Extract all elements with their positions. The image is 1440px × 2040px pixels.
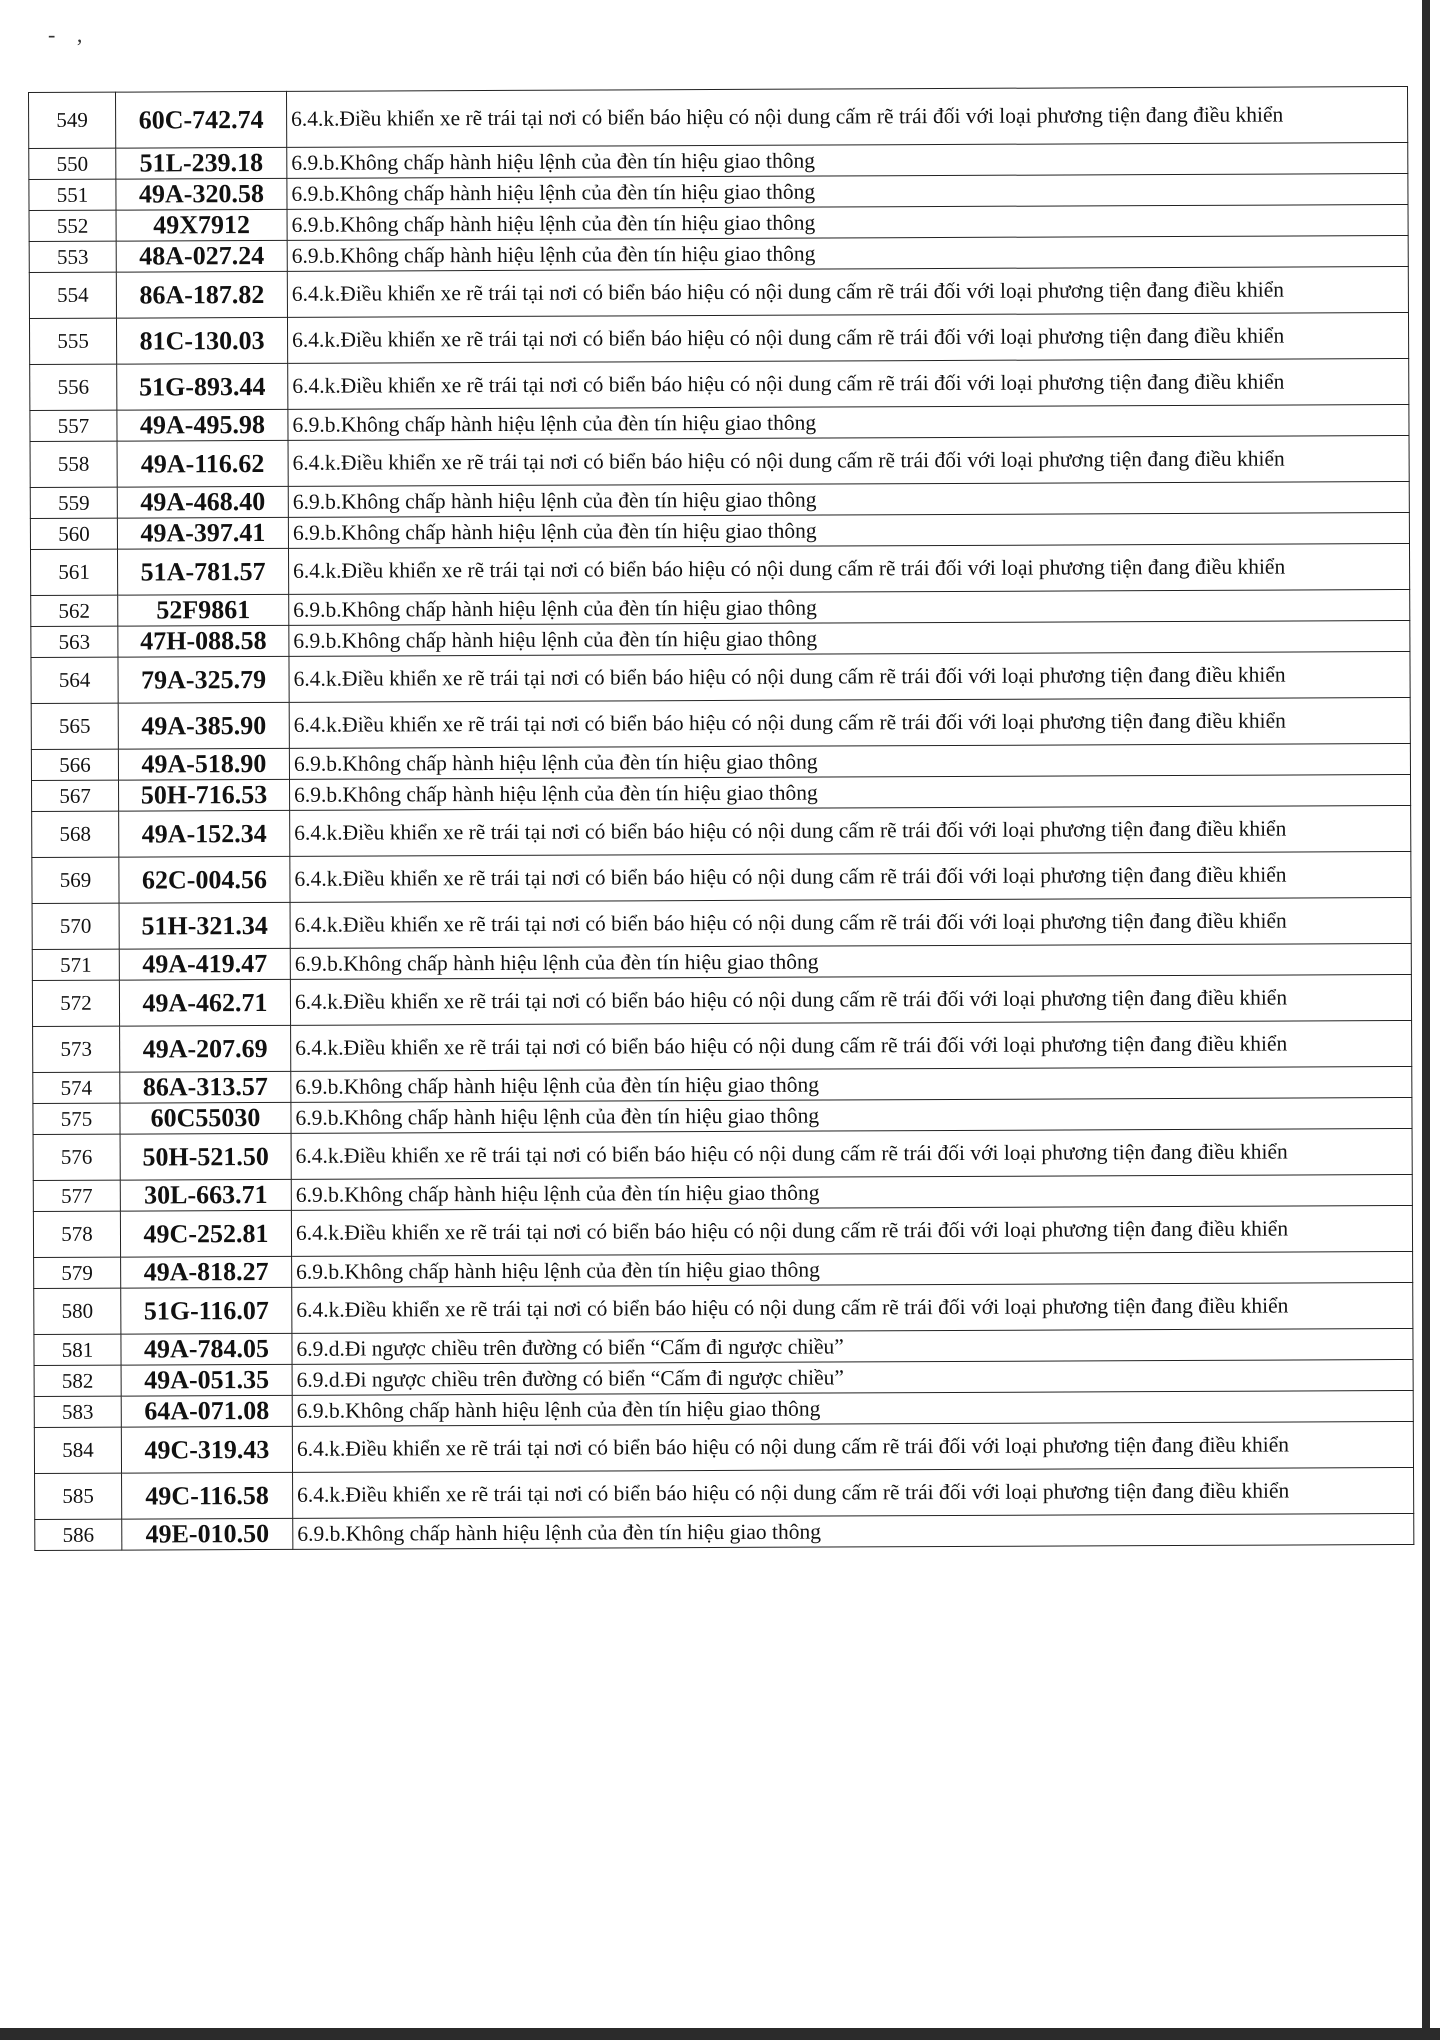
row-number: 584 [34, 1427, 121, 1473]
scan-edge-right [1422, 0, 1430, 2040]
license-plate: 49A-152.34 [119, 810, 290, 857]
violation-description: 6.4.k.Điều khiển xe rẽ trái tại nơi có biển báo hiệu có nội dung cấm rẽ trái đối với loại phương tiện đang điều khiển [288, 543, 1409, 594]
violation-description: 6.9.b.Không chấp hành hiệu lệnh của đèn tín hiệu giao thông [292, 1390, 1413, 1426]
table-row [33, 1020, 1412, 1072]
license-plate: 49C-116.58 [122, 1472, 293, 1519]
violation-description: 6.9.b.Không chấp hành hiệu lệnh của đèn tín hiệu giao thông [287, 142, 1408, 178]
row-number: 583 [34, 1396, 121, 1427]
row-number: 568 [32, 811, 119, 857]
violation-description: 6.4.k.Điều khiển xe rẽ trái tại nơi có biển báo hiệu có nội dung cấm rẽ trái đối với loại phương tiện đang điều khiển [291, 1020, 1412, 1071]
row-number: 550 [29, 148, 116, 179]
row-number: 586 [35, 1519, 122, 1550]
license-plate: 49A-518.90 [118, 748, 289, 780]
violation-description: 6.9.b.Không chấp hành hiệu lệnh của đèn tín hiệu giao thông [291, 1097, 1412, 1133]
row-number: 557 [30, 410, 117, 441]
license-plate: 49X7912 [116, 209, 287, 241]
license-plate: 49A-462.71 [119, 979, 290, 1026]
license-plate: 49A-419.47 [119, 948, 290, 980]
license-plate: 49A-784.05 [121, 1333, 292, 1365]
row-number: 563 [31, 626, 118, 657]
violation-description: 6.4.k.Điều khiển xe rẽ trái tại nơi có biển báo hiệu có nội dung cấm rẽ trái đối với loại phương tiện đang điều khiển [287, 312, 1408, 363]
row-number: 554 [29, 272, 116, 318]
table-row [35, 1467, 1414, 1519]
row-number: 556 [30, 364, 117, 410]
table-row [34, 1421, 1413, 1473]
violation-description: 6.9.b.Không chấp hành hiệu lệnh của đèn tín hiệu giao thông [287, 235, 1408, 271]
row-number: 574 [33, 1072, 120, 1103]
row-number: 585 [35, 1473, 122, 1519]
row-number: 571 [32, 949, 119, 980]
row-number: 566 [31, 749, 118, 780]
table-row [29, 266, 1408, 318]
violation-description: 6.9.b.Không chấp hành hiệu lệnh của đèn tín hiệu giao thông [288, 481, 1409, 517]
violation-description: 6.4.k.Điều khiển xe rẽ trái tại nơi có biển báo hiệu có nội dung cấm rẽ trái đối với loại phương tiện đang điều khiển [289, 697, 1410, 748]
license-plate: 49A-385.90 [118, 702, 289, 749]
license-plate: 48A-027.24 [116, 240, 287, 272]
license-plate: 51G-893.44 [117, 363, 288, 410]
table-row [30, 543, 1409, 595]
table-row [35, 1513, 1414, 1550]
row-number: 551 [29, 179, 116, 210]
license-plate: 51H-321.34 [119, 902, 290, 949]
violation-description: 6.4.k.Điều khiển xe rẽ trái tại nơi có biển báo hiệu có nội dung cấm rẽ trái đối với loại phương tiện đang điều khiển [293, 1467, 1414, 1518]
row-number: 549 [29, 92, 116, 148]
table-row [32, 974, 1411, 1026]
row-number: 573 [33, 1026, 120, 1072]
table-row [29, 312, 1408, 364]
table-row [31, 697, 1410, 749]
table-row [32, 897, 1411, 949]
table-row [32, 851, 1411, 903]
violation-description: 6.4.k.Điều khiển xe rẽ trái tại nơi có biển báo hiệu có nội dung cấm rẽ trái đối với loại phương tiện đang điều khiển [288, 435, 1409, 486]
scan-edge-bottom [0, 2028, 1440, 2040]
license-plate: 49A-818.27 [121, 1256, 292, 1288]
violation-description: 6.4.k.Điều khiển xe rẽ trái tại nơi có biển báo hiệu có nội dung cấm rẽ trái đối với loại phương tiện đang điều khiển [292, 1421, 1413, 1472]
license-plate: 49A-116.62 [117, 440, 288, 487]
row-number: 578 [33, 1211, 120, 1257]
license-plate: 30L-663.71 [120, 1179, 291, 1211]
violation-description: 6.4.k.Điều khiển xe rẽ trái tại nơi có biển báo hiệu có nội dung cấm rẽ trái đối với loại phương tiện đang điều khiển [290, 897, 1411, 948]
violation-description: 6.9.b.Không chấp hành hiệu lệnh của đèn tín hiệu giao thông [291, 1174, 1412, 1210]
license-plate: 50H-521.50 [120, 1133, 291, 1180]
row-number: 579 [34, 1257, 121, 1288]
license-plate: 79A-325.79 [118, 656, 289, 703]
violations-table-body [29, 86, 1414, 1550]
row-number: 561 [30, 549, 117, 595]
license-plate: 49A-495.98 [117, 409, 288, 441]
violation-description: 6.4.k.Điều khiển xe rẽ trái tại nơi có biển báo hiệu có nội dung cấm rẽ trái đối với loại phương tiện đang điều khiển [286, 86, 1407, 147]
violation-description: 6.9.b.Không chấp hành hiệu lệnh của đèn tín hiệu giao thông [287, 173, 1408, 209]
table-row [30, 435, 1409, 487]
license-plate: 49A-320.58 [116, 178, 287, 210]
table-row [33, 1128, 1412, 1180]
license-plate: 60C55030 [120, 1102, 291, 1134]
row-number: 580 [34, 1288, 121, 1334]
row-number: 552 [29, 210, 116, 241]
row-number: 559 [30, 487, 117, 518]
row-number: 562 [31, 595, 118, 626]
violation-description: 6.9.d.Đi ngược chiều trên đường có biển “Cấm đi ngược chiều” [292, 1328, 1413, 1364]
license-plate: 64A-071.08 [121, 1395, 292, 1427]
license-plate: 49E-010.50 [122, 1518, 293, 1550]
row-number: 565 [31, 703, 118, 749]
row-number: 575 [33, 1103, 120, 1134]
license-plate: 50H-716.53 [119, 779, 290, 811]
row-number: 555 [29, 318, 116, 364]
violation-description: 6.9.b.Không chấp hành hiệu lệnh của đèn tín hiệu giao thông [288, 512, 1409, 548]
violation-description: 6.9.b.Không chấp hành hiệu lệnh của đèn tín hiệu giao thông [289, 743, 1410, 779]
license-plate: 86A-187.82 [116, 271, 287, 318]
license-plate: 49A-397.41 [117, 517, 288, 549]
row-number: 582 [34, 1365, 121, 1396]
row-number: 581 [34, 1334, 121, 1365]
violation-description: 6.4.k.Điều khiển xe rẽ trái tại nơi có biển báo hiệu có nội dung cấm rẽ trái đối với loại phương tiện đang điều khiển [289, 651, 1410, 702]
violation-description: 6.9.b.Không chấp hành hiệu lệnh của đèn tín hiệu giao thông [289, 589, 1410, 625]
row-number: 569 [32, 857, 119, 903]
license-plate: 51G-116.07 [121, 1287, 292, 1334]
table-row [29, 86, 1408, 148]
violation-description: 6.9.b.Không chấp hành hiệu lệnh của đèn tín hiệu giao thông [291, 1066, 1412, 1102]
license-plate: 51A-781.57 [117, 548, 288, 595]
license-plate: 62C-004.56 [119, 856, 290, 903]
license-plate: 49A-468.40 [117, 486, 288, 518]
violation-description: 6.4.k.Điều khiển xe rẽ trái tại nơi có biển báo hiệu có nội dung cấm rẽ trái đối với loại phương tiện đang điều khiển [290, 974, 1411, 1025]
page-mark: - , [48, 22, 91, 47]
license-plate: 49A-051.35 [121, 1364, 292, 1396]
license-plate: 51L-239.18 [116, 147, 287, 179]
license-plate: 52F9861 [118, 594, 289, 626]
violation-description: 6.9.b.Không chấp hành hiệu lệnh của đèn tín hiệu giao thông [290, 943, 1411, 979]
violation-description: 6.9.b.Không chấp hành hiệu lệnh của đèn tín hiệu giao thông [288, 404, 1409, 440]
violation-description: 6.4.k.Điều khiển xe rẽ trái tại nơi có biển báo hiệu có nội dung cấm rẽ trái đối với loại phương tiện đang điều khiển [287, 266, 1408, 317]
violations-table [28, 86, 1414, 1551]
row-number: 567 [32, 780, 119, 811]
row-number: 558 [30, 441, 117, 487]
violations-sheet [28, 86, 1414, 1551]
violation-description: 6.4.k.Điều khiển xe rẽ trái tại nơi có biển báo hiệu có nội dung cấm rẽ trái đối với loại phương tiện đang điều khiển [288, 358, 1409, 409]
violation-description: 6.9.b.Không chấp hành hiệu lệnh của đèn tín hiệu giao thông [290, 774, 1411, 810]
license-plate: 49C-319.43 [121, 1426, 292, 1473]
row-number: 560 [30, 518, 117, 549]
violation-description: 6.4.k.Điều khiển xe rẽ trái tại nơi có biển báo hiệu có nội dung cấm rẽ trái đối với loại phương tiện đang điều khiển [290, 805, 1411, 856]
license-plate: 47H-088.58 [118, 625, 289, 657]
license-plate: 81C-130.03 [116, 317, 287, 364]
row-number: 553 [29, 241, 116, 272]
license-plate: 49C-252.81 [120, 1210, 291, 1257]
table-row [31, 651, 1410, 703]
violation-description: 6.4.k.Điều khiển xe rẽ trái tại nơi có biển báo hiệu có nội dung cấm rẽ trái đối với loại phương tiện đang điều khiển [291, 1205, 1412, 1256]
violation-description: 6.9.b.Không chấp hành hiệu lệnh của đèn tín hiệu giao thông [292, 1251, 1413, 1287]
violation-description: 6.4.k.Điều khiển xe rẽ trái tại nơi có biển báo hiệu có nội dung cấm rẽ trái đối với loại phương tiện đang điều khiển [290, 851, 1411, 902]
violation-description: 6.4.k.Điều khiển xe rẽ trái tại nơi có biển báo hiệu có nội dung cấm rẽ trái đối với loại phương tiện đang điều khiển [292, 1282, 1413, 1333]
license-plate: 86A-313.57 [120, 1071, 291, 1103]
table-row [30, 358, 1409, 410]
table-row [34, 1282, 1413, 1334]
row-number: 576 [33, 1134, 120, 1180]
row-number: 564 [31, 657, 118, 703]
row-number: 577 [33, 1180, 120, 1211]
license-plate: 60C-742.74 [116, 91, 287, 148]
violation-description: 6.9.d.Đi ngược chiều trên đường có biển “Cấm đi ngược chiều” [292, 1359, 1413, 1395]
violation-description: 6.9.b.Không chấp hành hiệu lệnh của đèn tín hiệu giao thông [289, 620, 1410, 656]
row-number: 572 [32, 980, 119, 1026]
row-number: 570 [32, 903, 119, 949]
license-plate: 49A-207.69 [120, 1025, 291, 1072]
table-row [33, 1205, 1412, 1257]
table-row [32, 805, 1411, 857]
violation-description: 6.9.b.Không chấp hành hiệu lệnh của đèn tín hiệu giao thông [287, 204, 1408, 240]
violation-description: 6.4.k.Điều khiển xe rẽ trái tại nơi có biển báo hiệu có nội dung cấm rẽ trái đối với loại phương tiện đang điều khiển [291, 1128, 1412, 1179]
violation-description: 6.9.b.Không chấp hành hiệu lệnh của đèn tín hiệu giao thông [293, 1513, 1414, 1549]
